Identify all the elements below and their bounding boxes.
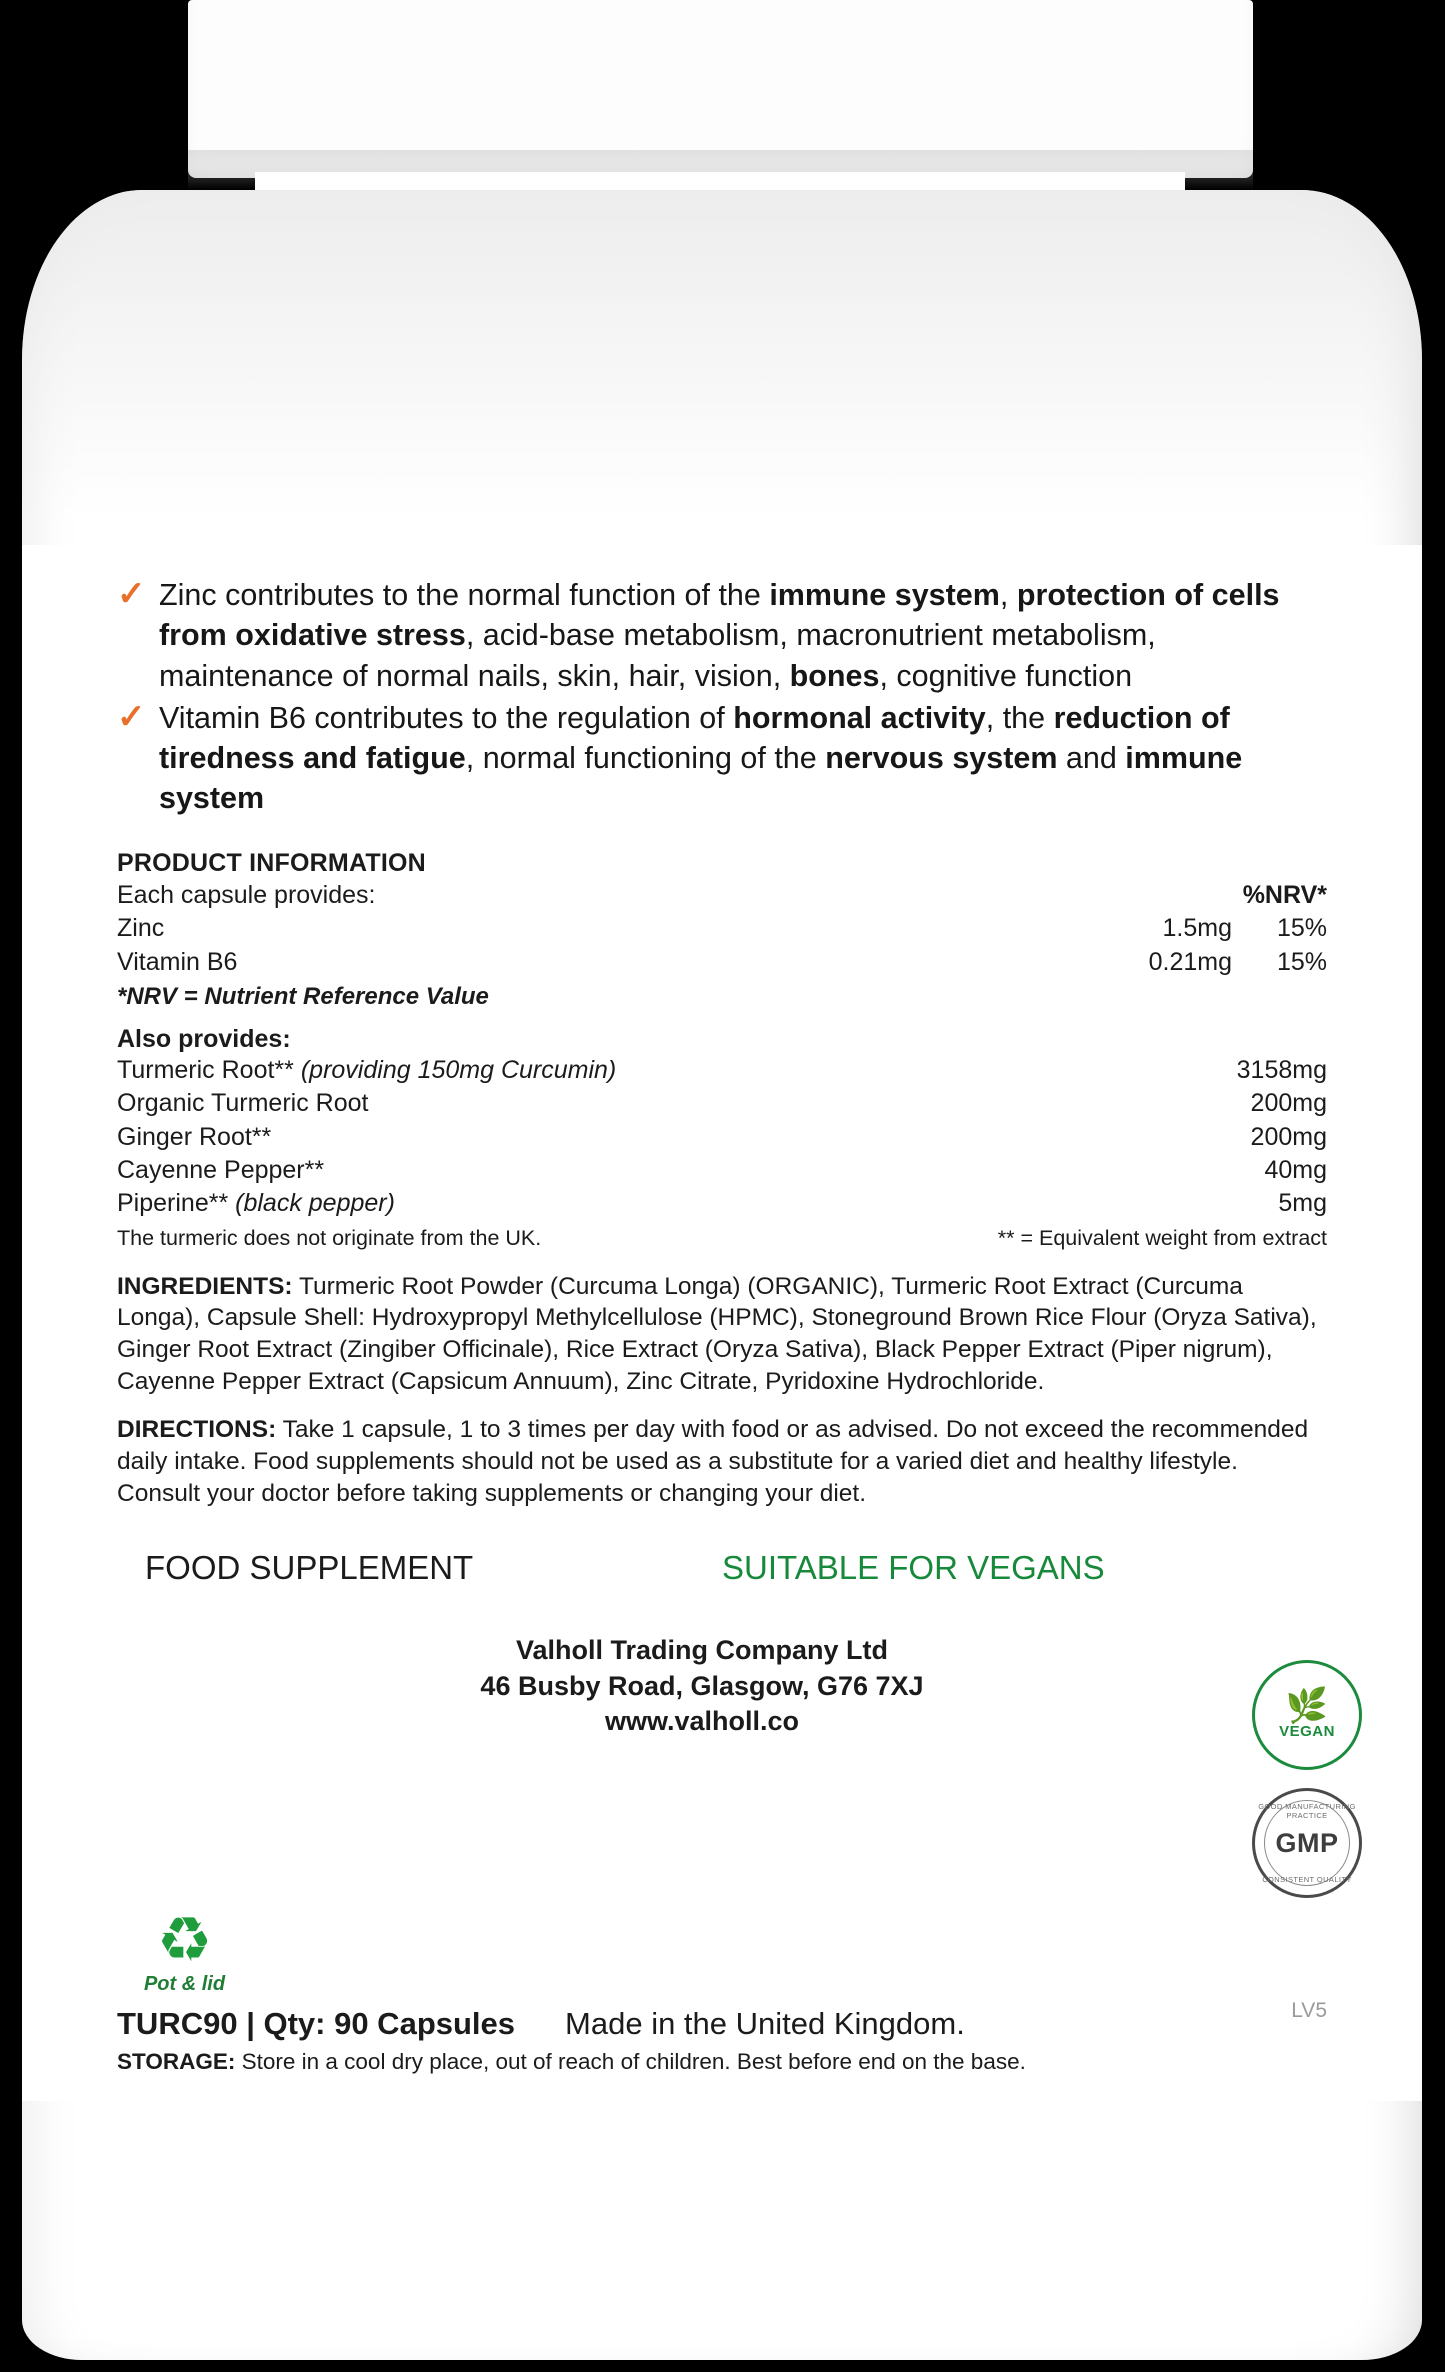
nutrient-nrv: 15% [1276,914,1327,942]
ingredients-text: Turmeric Root Powder (Curcuma Longa) (ORGANIC), Turmeric Root Extract (Curcuma Longa), Capsule Shell: Hydroxypropyl Methylcellulose (HPMC), Stoneground Brown Rice Flour (Oryza Sativa), Ginger Root Extract (Zingiber Officinale), Rice Extract (Oryza Sativa), Black Pepper Extract (Piper nigrum), Cayenne Pepper Extract (Capsicum Annuum), Zinc Citrate, Pyridoxine Hydrochloride. [117,1272,1317,1396]
directions-paragraph [117,1414,1327,1510]
made-in-label: Made in the United Kingdom. [565,2006,965,2041]
company-name: Valholl Trading Company Ltd [515,1635,889,1666]
company-website: www.valholl.co [604,1705,800,1736]
recycle-badge-label: Pot & lid [143,1973,226,1995]
company-address: 46 Busby Road, Glasgow, G76 7XJ [480,1670,924,1701]
product-information-heading: PRODUCT INFORMATION [117,848,426,877]
nutrient-nrv: 15% [1276,947,1327,976]
check-icon: ✓ [117,575,146,613]
ingredient-amount: 5mg [1278,1189,1327,1217]
food-supplement-label: FOOD SUPPLEMENT [145,1549,474,1587]
company-block [117,1633,1327,1738]
table-row [117,1154,1327,1187]
directions-label: DIRECTIONS: [117,1415,277,1443]
product-label [22,545,1422,2101]
qty-row [117,2006,1327,2042]
nutrient-name: Vitamin B6 [117,947,238,976]
ingredient-name: Turmeric Root** (providing 150mg Curcumin) [117,1056,617,1084]
directions-text: Take 1 capsule, 1 to 3 times per day with food or as advised. Do not exceed the recommended daily intake. Food supplements should not be used as a substitute for a varied diet and healthy lifestyle. Consult your doctor before taking supplements or changing your diet. [117,1415,1309,1507]
table-row [117,1054,1327,1087]
table-row [117,912,1327,946]
vegan-badge [1252,1660,1362,1770]
benefit-item [117,698,1327,819]
leaf-icon: 🌿 [1285,1686,1329,1725]
ingredient-name: Cayenne Pepper** [117,1155,325,1184]
table-row [117,1121,1327,1154]
gmp-badge-label: GMP [1275,1827,1339,1858]
storage-text: Store in a cool dry place, out of reach of children. Best before end on the base. [235,2049,1026,2074]
product-information-header-row [117,879,1327,913]
lv-code: LV5 [1291,1999,1327,2022]
suitable-for-vegans-label: SUITABLE FOR VEGANS [722,1549,1105,1587]
benefit-text-zinc: Zinc contributes to the normal function of the immune system, protection of cells from oxidative stress, acid-base metabolism, macronutrient metabolism, maintenance of normal nails, skin, hair, vision, bones, cognitive function [159,578,1280,693]
gmp-bottom-text: CONSISTENT QUALITY [1262,1875,1352,1884]
extract-notes-row [117,1222,1327,1254]
table-row [117,1187,1327,1220]
ingredient-name: Ginger Root** [117,1122,272,1151]
table-row [117,1087,1327,1120]
recycle-badge [117,1906,252,1996]
amount-header [1052,879,1232,913]
label-footer [117,1999,1327,2075]
ingredient-amount: 40mg [1264,1155,1327,1184]
gmp-badge [1252,1788,1362,1898]
benefit-text-vitamin-b6: Vitamin B6 contributes to the regulation of hormonal activity, the reduction of tiredness and fatigue, normal functioning of the nervous system and immune system [159,700,1243,816]
ingredients-paragraph [117,1271,1327,1398]
nutrient-amount: 0.21mg [1148,947,1232,976]
storage-paragraph [117,2049,1327,2075]
ingredient-amount: 200mg [1250,1122,1327,1151]
ingredient-name: Piperine** (black pepper) [117,1189,395,1217]
recycle-icon: ♻ [156,1906,213,1975]
benefits-list [117,545,1327,819]
ingredient-amount: 3158mg [1236,1056,1327,1084]
bottle-shoulder-shading [22,190,1422,520]
benefit-item [117,575,1327,696]
origin-note: The turmeric does not originate from the UK. [117,1226,542,1251]
vegan-badge-label: VEGAN [1279,1722,1335,1740]
nrv-footnote: *NRV = Nutrient Reference Value [117,983,489,1010]
extract-note: ** = Equivalent weight from extract [997,1226,1327,1251]
ingredients-label: INGREDIENTS: [117,1272,293,1300]
product-code-qty: TURC90 | Qty: 90 Capsules [117,2006,516,2041]
nutrient-amount: 1.5mg [1162,914,1232,942]
ingredient-amount: 200mg [1250,1089,1327,1118]
nrv-header: %NRV* [1242,880,1327,909]
check-icon: ✓ [117,697,146,736]
food-supplement-row [117,1549,1327,1587]
storage-label: STORAGE: [117,2049,236,2074]
also-provides-heading: Also provides: [117,1025,291,1053]
nutrient-name: Zinc [117,914,165,942]
each-capsule-provides-label: Each capsule provides: [117,880,376,909]
ingredient-name: Organic Turmeric Root [117,1089,369,1118]
table-row [117,946,1327,980]
gmp-top-text: GOOD MANUFACTURING PRACTICE [1258,1802,1356,1820]
